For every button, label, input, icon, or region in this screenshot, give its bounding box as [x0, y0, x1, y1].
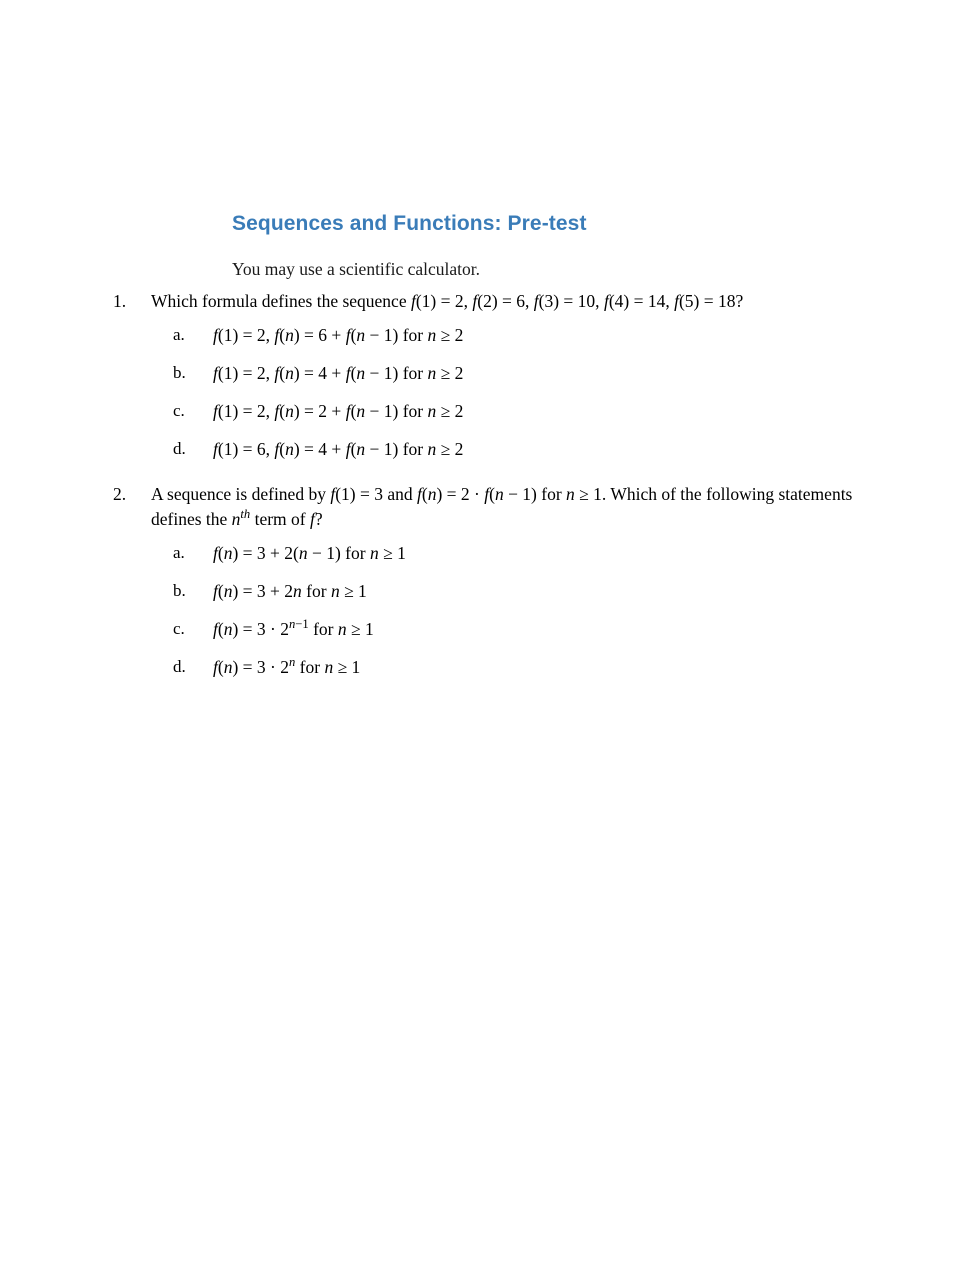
choice-letter: c. [173, 401, 185, 420]
choice-text: f(1) = 6, f(n) = 4 + f(n − 1) for n ≥ 2 [213, 439, 464, 459]
choice-text: f(n) = 3 + 2(n − 1) for n ≥ 1 [213, 543, 406, 563]
choice-list [113, 541, 873, 679]
question-text: Which formula defines the sequence f(1) = 2, f(2) = 6, f(3) = 10, f(4) = 14, f(5) = 18? [151, 291, 744, 311]
choice-item-a[interactable] [173, 541, 873, 565]
choice-item-a[interactable] [173, 323, 873, 347]
question-header [113, 289, 873, 314]
question-list [113, 289, 873, 693]
choice-text: f(n) = 3 + 2n for n ≥ 1 [213, 581, 367, 601]
choice-item-c[interactable] [173, 399, 873, 423]
choice-item-c[interactable] [173, 617, 873, 641]
page-title: Sequences and Functions: Pre-test [232, 212, 587, 235]
question-text: A sequence is defined by f(1) = 3 and f(n) = 2 · f(n − 1) for n ≥ 1. Which of the following statements defines the $n^{th}$ term of f? [151, 484, 853, 529]
question-item [113, 289, 873, 461]
document-subtitle: You may use a scientific calculator. [232, 259, 481, 279]
choice-item-b[interactable] [173, 579, 873, 603]
choice-letter: d. [173, 439, 186, 458]
choice-text: f(1) = 2, f(n) = 2 + f(n − 1) for n ≥ 2 [213, 401, 464, 421]
question-number: 1. [113, 291, 127, 311]
choice-text: $f(n) = 3 \cdot 2^n$ for n ≥ 1 [213, 655, 361, 677]
choice-text: f(1) = 2, f(n) = 6 + f(n − 1) for n ≥ 2 [213, 325, 464, 345]
question-header [113, 482, 873, 532]
choice-item-d[interactable] [173, 655, 873, 679]
choice-letter: b. [173, 581, 186, 600]
choice-letter: b. [173, 363, 186, 382]
question-item [113, 482, 873, 679]
choice-letter: a. [173, 543, 185, 562]
choice-letter: a. [173, 325, 185, 344]
choice-item-b[interactable] [173, 361, 873, 385]
choice-text: $f(n) = 3 \cdot 2^{n-1}$ for n ≥ 1 [213, 617, 374, 639]
question-number: 2. [113, 484, 127, 504]
choice-letter: c. [173, 619, 185, 638]
choice-item-d[interactable] [173, 437, 873, 461]
choice-text: f(1) = 2, f(n) = 4 + f(n − 1) for n ≥ 2 [213, 363, 464, 383]
choice-list [113, 323, 873, 461]
choice-letter: d. [173, 657, 186, 676]
